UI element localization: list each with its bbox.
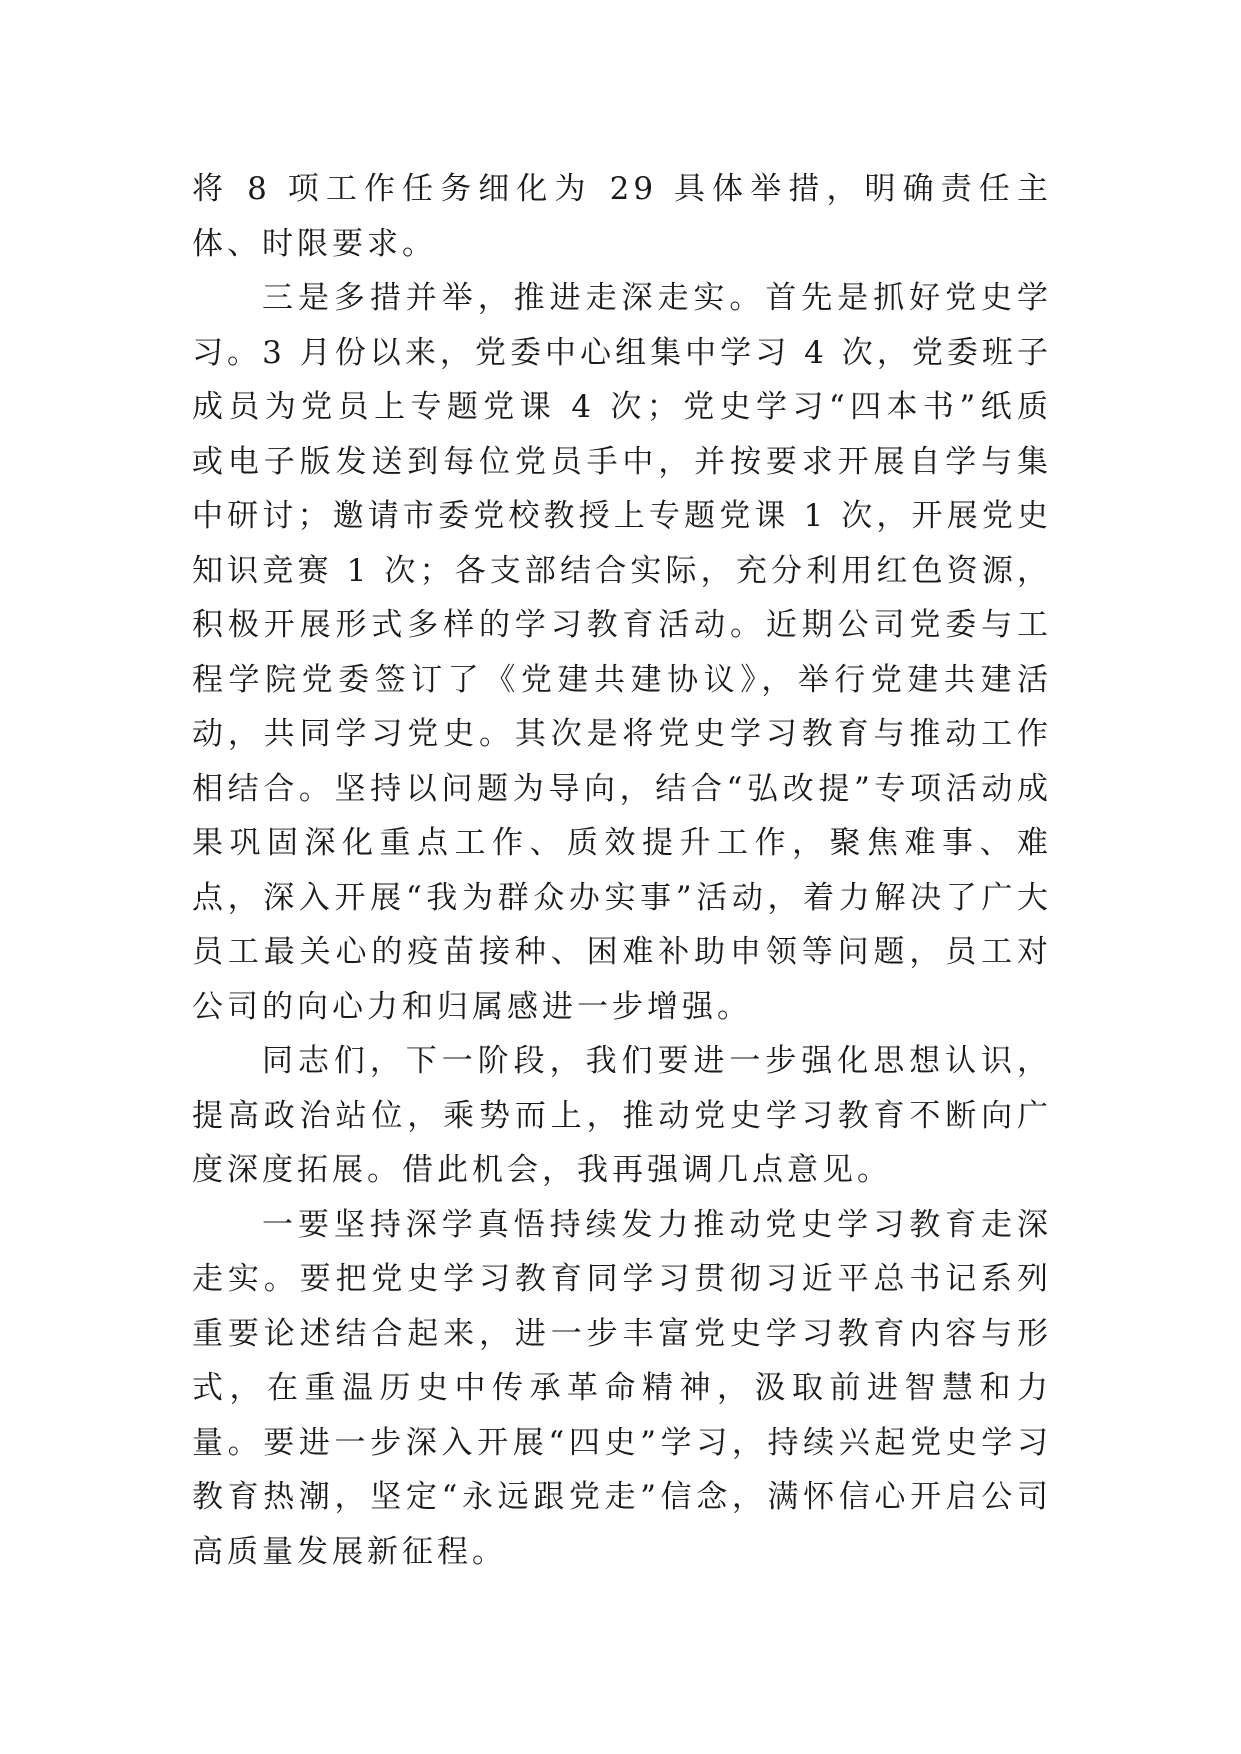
paragraph-2 <box>192 271 1052 1034</box>
text-line: 政治站位，乘势而上，推动党史学习教育不断向广度深度拓 <box>192 1097 1053 1188</box>
text-line: 育活动。近期公司党委与工程学院党委签订了《党建共建协 <box>192 607 1053 698</box>
text-line: 习教育与推动工作相结合。坚持以问题为导向，结合“弘改 <box>192 716 1053 807</box>
text-line: 同志们，下一阶段，我们要进一步强化思想认识，提高 <box>192 1043 1052 1134</box>
text-line: 了广大员工最关心的疫苗接种、困难补助申领等问题，员工 <box>192 879 1052 970</box>
text-line: 述结合起来，进一步丰富党史学习教育内容与形式，在重温 <box>192 1315 1052 1406</box>
text-line: 议》，举行党建共建活动，共同学习党史。其次是将党史学 <box>192 661 1052 752</box>
text-line: 党校教授上专题党课 1 次，开展党史知识竞赛 1 次；各支部 <box>192 498 1052 589</box>
paragraph-4 <box>192 1198 1052 1580</box>
text-line: 三是多措并举，推进走深走实。首先是抓好党史学习。 <box>192 280 1052 371</box>
text-line: 到每位党员手中，并按要求开展自学与集中研讨；邀请市委 <box>192 443 1052 534</box>
text-line: 远跟党走”信念，满怀信心开启公司高质量发展新征程。 <box>192 1479 1052 1570</box>
text-line: 提”专项活动成果巩固深化重点工作、质效提升工作，聚焦 <box>192 770 1052 861</box>
text-line: 对公司的向心力和归属感进一步增强。 <box>192 934 1052 1025</box>
document-body <box>192 162 1052 1579</box>
text-line: 员上专题党课 4 次；党史学习“四本书”纸质或电子版发送 <box>192 389 1052 480</box>
paragraph-3 <box>192 1034 1052 1198</box>
paragraph-1 <box>192 162 1052 271</box>
text-line: 要求。 <box>332 225 437 262</box>
text-line: 将 8 项工作任务细化为 29 具体举措，明确责任主体、时限 <box>192 171 1052 262</box>
text-line: 一要坚持深学真悟持续发力推动党史学习教育走深走 <box>192 1206 1052 1297</box>
text-line: 实。要把党史学习教育同学习贯彻习近平总书记系列重要论 <box>192 1261 1053 1352</box>
text-line: 历史中传承革命精神，汲取前进智慧和力量。要进一步深入 <box>192 1370 1052 1461</box>
text-line: 展。借此机会，我再强调几点意见。 <box>332 1152 892 1188</box>
text-line: 3 月份以来，党委中心组集中学习 4 次，党委班子成员为党 <box>192 334 1053 425</box>
text-line: 结合实际，充分利用红色资源，积极开展形式多样的学习教 <box>192 552 1053 643</box>
text-line: 开展“四史”学习，持续兴起党史学习教育热潮，坚定“永 <box>192 1424 1053 1515</box>
text-line: 难事、难点，深入开展“我为群众办实事”活动，着力解决 <box>192 825 1052 916</box>
